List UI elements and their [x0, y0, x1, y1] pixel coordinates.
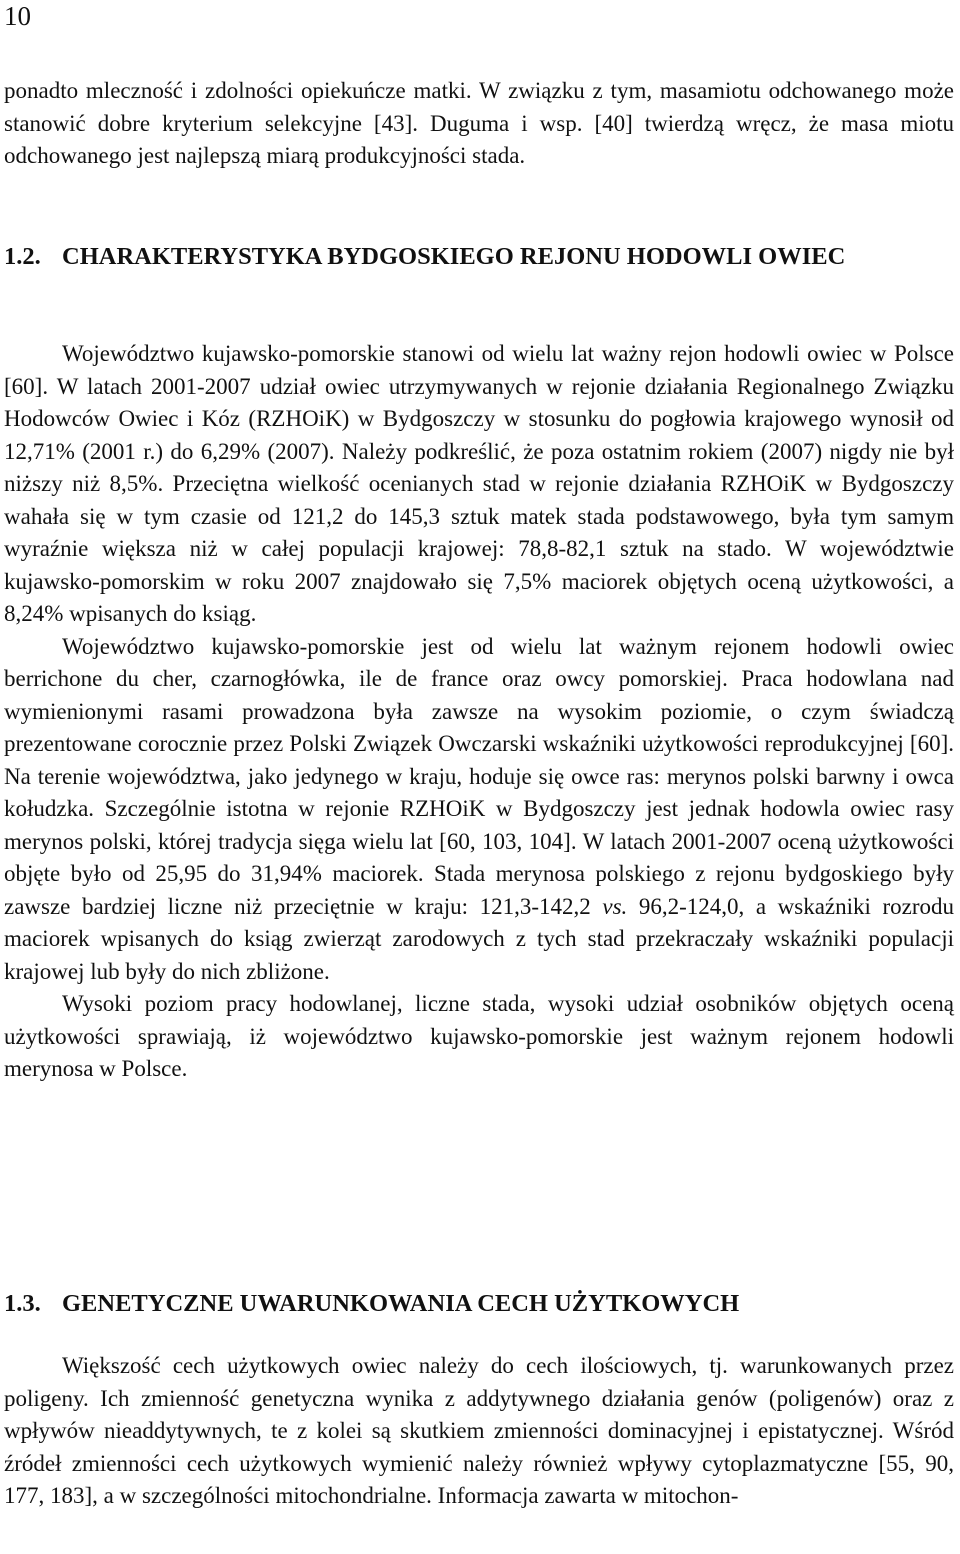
- section-title: GENETYCZNE UWARUNKOWANIA CECH UŻYTKOWYCH: [62, 1290, 740, 1317]
- paragraph: [4, 631, 954, 989]
- paragraph: Województwo kujawsko-pomorskie stanowi od wielu lat ważny rejon hodowli owiec w Polsce [60]. W latach 2001-2007 udział owiec utrzymywanych w rejonie działania Regionalnego Związku Hodowców Owiec i Kóz (RZHOiK) w Bydgoszczy w stosunku do pogłowia krajowego wynosił od 12,71% (2001 r.) do 6,29% (2007). Należy podkreślić, że poza ostatnim rokiem (2007) nigdy nie był niższy niż 8,5%. Przeciętna wielkość ocenianych stad w rejonie działania RZHOiK w Bydgoszczy wahała się w tym czasie od 121,2 do 145,3 sztuk matek stada podstawowego, była tym samym wyraźnie większa niż w całej populacji krajowej: 78,8-82,1 sztuk na stado. W województwie kujawsko-pomorskim w roku 2007 znajdowało się 7,5% maciorek objętych oceną użytkowości, a 8,24% wpisanych do ksiąg.: [4, 341, 954, 626]
- section-title: CHARAKTERYSTYKA BYDGOSKIEGO REJONU HODOWLI OWIEC: [62, 243, 846, 270]
- paragraph: ponadto mleczność i zdolności opiekuńcze matki. W związku z tym, masamiotu odchowanego może stanowić dobre kryterium selekcyjne [43]. Duguma i wsp. [40] twierdzą wręcz, że masa miotu odchowanego jest najlepszą miarą produkcyjności stada.: [4, 78, 954, 168]
- section-number: 1.2.: [4, 243, 41, 270]
- page-number: 10: [4, 1, 31, 31]
- section-heading-1-2: [4, 240, 954, 273]
- section-1-3-body: [4, 1350, 954, 1513]
- paragraph-text: Województwo kujawsko-pomorskie jest od wielu lat ważnym rejonem hodowli owiec berrichone du cher, czarnogłówka, ile de france oraz owcy pomorskiej. Praca hodowlana nad wymienionymi rasami prowadzona była zawsze na wysokim poziomie, o czym świadczą prezentowane corocznie przez Polski Związek Owczarski wskaźniki użytkowości reprodukcyjnej [60]. Na terenie województwa, jako jedynego w kraju, hoduje się owce ras: merynos polski barwny i owca kołudzka. Szczególnie istotna w rejonie RZHOiK w Bydgoszczy jest jednak hodowla owiec rasy merynos polski, której tradycja sięga wielu lat [60, 103, 104]. W latach 2001-2007 oceną użytkowości objęte było od 25,95 do 31,94% maciorek. Stada merynosa polskiego z rejonu bydgoskiego były zawsze bardziej liczne niż przeciętnie w kraju: 121,3-142,2: [4, 633, 954, 919]
- section-number: 1.3.: [4, 1290, 41, 1317]
- section-1-2-body: [4, 338, 954, 1086]
- intro-block: [4, 75, 954, 173]
- section-heading-1-3: [4, 1287, 954, 1320]
- vs-abbrev: vs.: [602, 893, 628, 919]
- paragraph-text: 96,2-124,0, a wskaźniki rozrodu maciorek wpisanych do ksiąg zwierząt zarodowych z tych stad przekraczały wskaźniki populacji krajowej lub były do nich zbliżone.: [4, 893, 955, 984]
- paragraph: Wysoki poziom pracy hodowlanej, liczne stada, wysoki udział osobników objętych oceną użytkowości sprawiają, iż województwo kujawsko-pomorskie jest ważnym rejonem hodowli merynosa w Polsce.: [4, 991, 954, 1081]
- paragraph: Większość cech użytkowych owiec należy do cech ilościowych, tj. warunkowanych przez poligeny. Ich zmienność genetyczna wynika z addytywnego działania genów (poligenów) oraz z wpływów nieaddytywnych, te z kolei są skutkiem zmienności dominacyjnej i epistatycznej. Wśród źródeł zmienności cech użytkowych wymienić należy również wpływy cytoplazmatyczne [55, 90, 177, 183], a w szczególności mitochondrialne. Informacja zawarta w mitochon-: [4, 1353, 954, 1508]
